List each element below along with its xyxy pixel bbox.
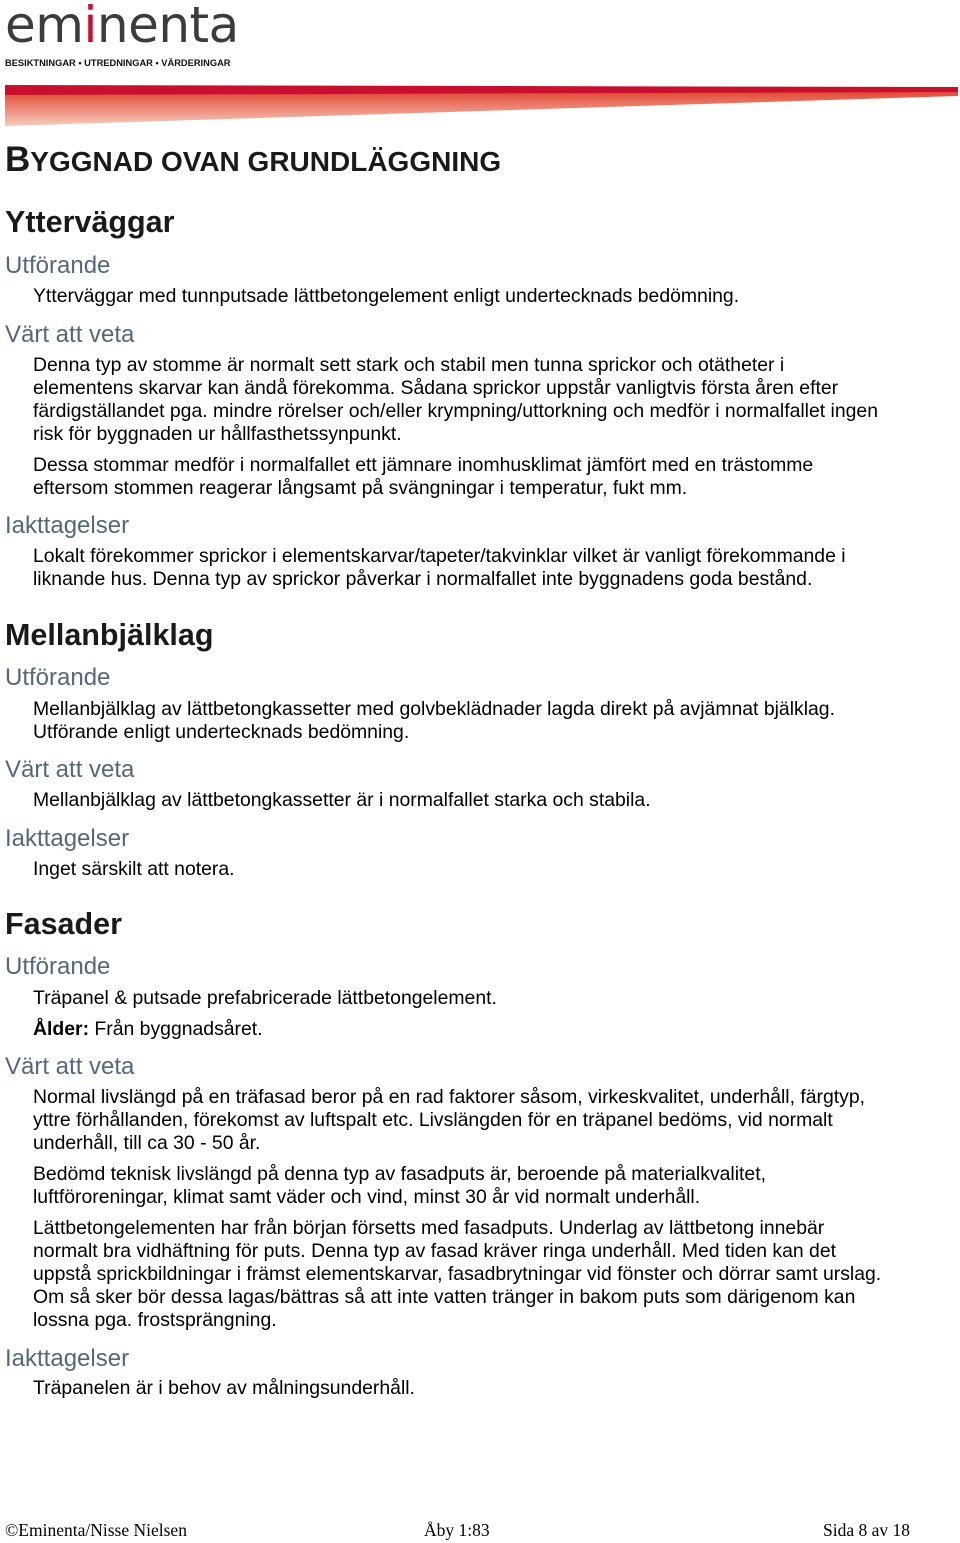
text-line: Utförande enligt undertecknads bedömning. [33,721,410,743]
chapter-title [5,140,501,182]
text-line: elementens skarvar kan ändå förekomma. Sådana sprickor uppstår vanligtvis första åren efter [33,377,839,399]
floor-info-label: Värt att veta [5,756,135,783]
footer-copyright: ©Eminenta/Nisse Nielsen [5,1520,187,1540]
walls-execution-text [33,285,739,308]
company-logo [5,0,239,53]
section-title-floor: Mellanbjälklag [5,618,214,652]
header-accent-band [0,82,960,130]
facades-age [33,1018,263,1041]
text-line: Mellanbjälklag av lättbetongkassetter med golvbeklädnader lagda direkt på avjämnat bjälklag. [33,698,835,720]
chapter-title-rest: YGGNAD OVAN GRUNDLÄGGNING [30,146,502,177]
text-line: Denna typ av stomme är normalt sett stark och stabil men tunna sprickor och otätheter i [33,354,785,376]
section-title-facades: Fasader [5,907,122,941]
text-line: Bedömd teknisk livslängd på denna typ av fasadputs är, beroende på materialkvalitet, [33,1163,766,1185]
text-line: Träpanelen är i behov av målningsunderhåll. [33,1377,415,1399]
text-line: Normal livslängd på en träfasad beror på en rad faktorer såsom, virkeskvalitet, underhåll, färgtyp, [33,1086,866,1108]
floor-info-text [33,789,651,812]
text-line: eftersom stommen reagerar långsamt på svängningar i temperatur, fukt mm. [33,477,688,499]
chapter-title-initial: B [5,140,31,179]
walls-info-paragraph-2 [33,454,813,500]
logo-text-nenta: nenta [96,0,239,54]
text-line: Om så sker bör dessa lagas/bättras så att inte vatten tränger in bakom puts som därigenom kan [33,1286,856,1308]
facades-info-label: Värt att veta [5,1053,135,1080]
walls-info-label: Värt att veta [5,321,135,348]
facades-age-value: Från byggnadsåret. [94,1018,263,1040]
facades-execution-text [33,987,497,1010]
text-line: Inget särskilt att notera. [33,858,235,880]
text-line: färdigställandet pga. mindre rörelser och/eller krympning/uttorkning och medför i normalfallet ingen [33,400,878,422]
floor-execution-label: Utförande [5,664,111,691]
text-line: liknande hus. Denna typ av sprickor påverkar i normalfallet inte byggnadens goda bestånd. [33,568,813,590]
logo-text-i: i [83,0,97,54]
facades-observations-text [33,1377,415,1400]
section-title-walls: Ytterväggar [5,205,175,239]
floor-observations-label: Iakttagelser [5,825,130,852]
text-line: Lokalt förekommer sprickor i elementskarvar/tapeter/takvinklar vilket är vanligt förekommande i [33,545,846,567]
walls-info-paragraph-1 [33,354,878,446]
walls-observations-label: Iakttagelser [5,512,130,539]
facades-age-label: Ålder: [33,1018,90,1040]
text-line: Träpanel & putsade prefabricerade lättbetongelement. [33,987,497,1009]
footer-page-number: Sida 8 av 18 [822,1520,910,1540]
text-line: uppstå sprickbildningar i främst elementskarvar, fasadbrytningar vid fönster och dörrar samt urslag. [33,1263,882,1285]
text-line: Lättbetongelementen har från början försetts med fasadputs. Underlag av lättbetong innebär [33,1217,825,1239]
logo-tagline: BESIKTNINGAR • UTREDNINGAR • VÄRDERINGAR [5,58,231,68]
facades-info-paragraph-3 [33,1217,881,1332]
walls-observations-text [33,545,846,591]
text-line: Mellanbjälklag av lättbetongkassetter är i normalfallet starka och stabila. [33,789,651,811]
text-line: Dessa stommar medför i normalfallet ett jämnare inomhusklimat jämfört med en trästomme [33,454,814,476]
band-lower-wedge [5,90,958,126]
facades-execution-label: Utförande [5,953,111,980]
facades-observations-label: Iakttagelser [5,1345,130,1372]
text-line: lossna pga. frostsprängning. [33,1309,277,1331]
text-line: normalt bra vidhäftning för puts. Denna typ av fasad kräver ringa underhåll. Med tiden kan det [33,1240,837,1262]
text-line: risk för byggnaden ur hållfasthetssynpunkt. [33,423,402,445]
floor-observations-text [33,858,235,881]
facades-info-paragraph-2 [33,1163,766,1209]
floor-execution-text [33,698,835,744]
facades-info-paragraph-1 [33,1086,865,1155]
text-line: Ytterväggar med tunnputsade lättbetongelement enligt undertecknads bedömning. [33,285,740,307]
text-line: underhåll, till ca 30 - 50 år. [33,1132,261,1154]
walls-execution-label: Utförande [5,252,111,279]
text-line: yttre förhållanden, förekomst av luftspalt etc. Livslängden för en träpanel bedöms, vid normalt [33,1109,833,1131]
logo-text-em: em [5,0,84,54]
footer-property: Åby 1:83 [424,1520,490,1540]
text-line: luftföroreningar, klimat samt väder och vind, minst 30 år vid normalt underhåll. [33,1186,701,1208]
